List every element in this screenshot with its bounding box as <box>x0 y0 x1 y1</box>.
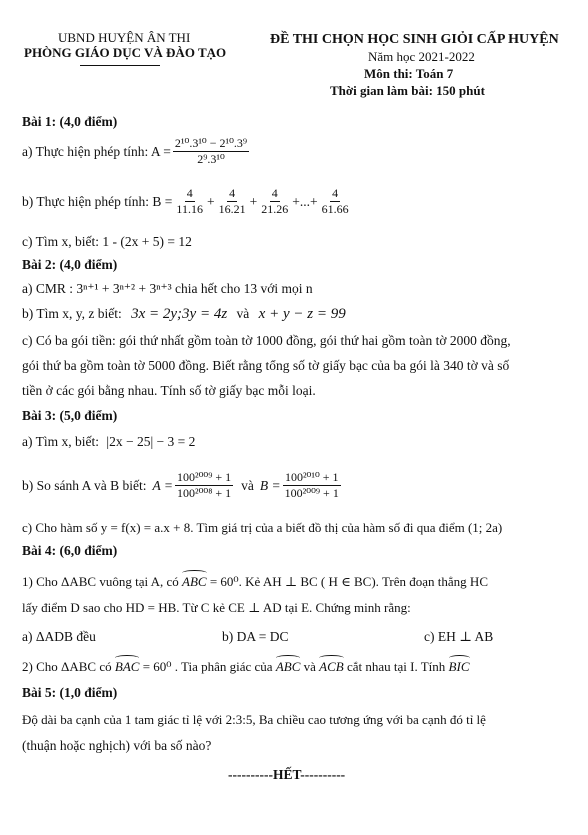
bai3-b-A: A = <box>152 477 173 493</box>
angle-abc-2: ABC <box>275 659 301 674</box>
bai2-b-math2: x + y − z = 99 <box>258 306 346 322</box>
bai4-p2-b: = 60⁰ . Tia phân giác của <box>142 659 273 674</box>
frac-den: 100²⁰⁰⁹ + 1 <box>284 486 339 500</box>
ellipsis-sum: +...+ <box>292 193 318 209</box>
bai2-b <box>22 306 346 323</box>
bai2-b-pre: b) Tìm x, y, z biết: <box>22 306 122 321</box>
bai3-a-math: |2x − 25| − 3 = 2 <box>106 434 196 449</box>
term-num: 4 <box>332 186 339 200</box>
angle-bac: BAC <box>114 659 140 674</box>
bai4-p1-a: 1) Cho ΔABC vuông tại A, có <box>22 574 179 589</box>
term-num: 4 <box>186 186 193 200</box>
bai2-a-post: chia hết cho 13 với mọi n <box>175 281 313 296</box>
bai4-title: Bài 4: (6,0 điểm) <box>22 543 118 558</box>
bai4-opt-b: b) DA = DC <box>222 629 289 644</box>
bai1-b-term3 <box>259 186 290 217</box>
bai4-p1-line2: lấy điểm D sao cho HD = HB. Từ C kẻ CE ⊥ AD tại E. Chứng minh rằng: <box>22 600 411 615</box>
bai2-c-line2: gói thứ ba gồm toàn tờ 5000 đồng. Biết rằng tổng số tờ giấy bạc của ba gói là 340 tờ và số <box>22 358 510 373</box>
issuer-line2: PHÒNG GIÁO DỤC VÀ ĐÀO TẠO <box>24 45 227 60</box>
bai1-b-text: b) Thực hiện phép tính: B = <box>22 193 173 209</box>
bai1-b-term1 <box>174 186 205 217</box>
bai1-a-num: 2¹⁰.3¹⁰ − 2¹⁰.3⁹ <box>174 136 248 150</box>
bai4-p2-d: cắt nhau tại I. Tính <box>346 659 446 674</box>
bai1-b <box>22 186 353 217</box>
plus-sign: + <box>206 193 215 209</box>
frac-num: 100²⁰¹⁰ + 1 <box>284 470 339 484</box>
bai1-b-term2 <box>217 186 248 217</box>
term-den: 11.16 <box>176 202 203 216</box>
bai1-a-text: a) Thực hiện phép tính: A = <box>22 143 171 159</box>
bai2-b-mid: và <box>236 306 250 321</box>
angle-abc: ABC <box>182 574 207 589</box>
issuer-underline <box>80 65 160 66</box>
bai4-p2-a: 2) Cho ΔABC có <box>22 659 112 674</box>
bai3-a <box>22 434 195 450</box>
issuer-line1: UBND HUYỆN ÂN THI <box>58 30 191 45</box>
bai2-a <box>22 281 313 297</box>
bai1-title: Bài 1: (4,0 điểm) <box>22 114 118 129</box>
bai2-a-pre: a) CMR : 3ⁿ⁺¹ + 3ⁿ⁺² + 3ⁿ⁺³ <box>22 281 172 296</box>
bai3-c: c) Cho hàm số y = f(x) = a.x + 8. Tìm giá trị của a biết đồ thị của hàm số đi qua điểm (1; 2a) <box>22 520 503 535</box>
bai2-title: Bài 2: (4,0 điểm) <box>22 257 118 272</box>
bai1-b-term4 <box>320 186 351 217</box>
bai5-title: Bài 5: (1,0 điểm) <box>22 685 118 700</box>
term-den: 21.26 <box>261 202 289 216</box>
bai1-a-fraction <box>173 136 249 167</box>
bai4-p2 <box>22 659 470 675</box>
bai3-a-pre: a) Tìm x, biết: <box>22 434 99 449</box>
bai4-opt-c: c) EH ⊥ AB <box>424 629 494 644</box>
frac-num: 100²⁰⁰⁹ + 1 <box>177 470 232 484</box>
bai3-b-A-fraction <box>175 470 233 501</box>
bai1-c: c) Tìm x, biết: 1 - (2x + 5) = 12 <box>22 234 192 249</box>
bai5-line1: Độ dài ba cạnh của 1 tam giác tỉ lệ với 2:3:5, Ba chiều cao tương ứng với ba cạnh đó tỉ lệ <box>22 712 486 727</box>
bai3-b-B: B = <box>259 477 281 493</box>
bai2-b-math: 3x = 2y;3y = 4z <box>131 306 228 322</box>
bai4-p2-c: và <box>303 659 316 674</box>
bai3-b <box>22 470 343 501</box>
bai4-p1-b: = 60⁰. Kẻ AH ⊥ BC ( H ∈ BC). Trên đoạn thẳng HC <box>209 574 488 589</box>
exam-title: ĐỀ THI CHỌN HỌC SINH GIỎI CẤP HUYỆN <box>270 32 559 47</box>
bai5-line2: (thuận hoặc nghịch) với ba số nào? <box>22 738 212 753</box>
angle-bic: BIC <box>448 659 470 674</box>
exam-time: Thời gian làm bài: 150 phút <box>330 83 485 98</box>
bai4-opt-a: a) ΔADB đều <box>22 629 96 644</box>
term-num: 4 <box>271 186 278 200</box>
frac-den: 100²⁰⁰⁸ + 1 <box>177 486 232 500</box>
bai3-title: Bài 3: (5,0 điểm) <box>22 408 118 423</box>
angle-acb: ACB <box>319 659 344 674</box>
bai2-c-line1: c) Có ba gói tiền: gói thứ nhất gồm toàn tờ 1000 đồng, gói thứ hai gồm toàn tờ 2000 đồng, <box>22 333 511 348</box>
bai4-p1 <box>22 574 488 590</box>
term-den: 16.21 <box>218 202 246 216</box>
term-num: 4 <box>229 186 236 200</box>
school-year: Năm học 2021-2022 <box>368 49 475 64</box>
plus-sign: + <box>249 193 258 209</box>
bai2-c-line3: tiền ở các gói bằng nhau. Tính số tờ giấy bạc mỗi loại. <box>22 383 316 398</box>
bai3-b-pre: b) So sánh A và B biết: <box>22 477 147 493</box>
term-den: 61.66 <box>321 202 349 216</box>
bai1-a <box>22 136 251 167</box>
bai1-a-den: 2⁹.3¹⁰ <box>197 152 225 166</box>
subject: Môn thi: Toán 7 <box>364 66 454 81</box>
end-marker: ----------HẾT---------- <box>228 767 346 782</box>
bai3-b-mid: và <box>241 477 254 493</box>
bai3-b-B-fraction <box>283 470 341 501</box>
